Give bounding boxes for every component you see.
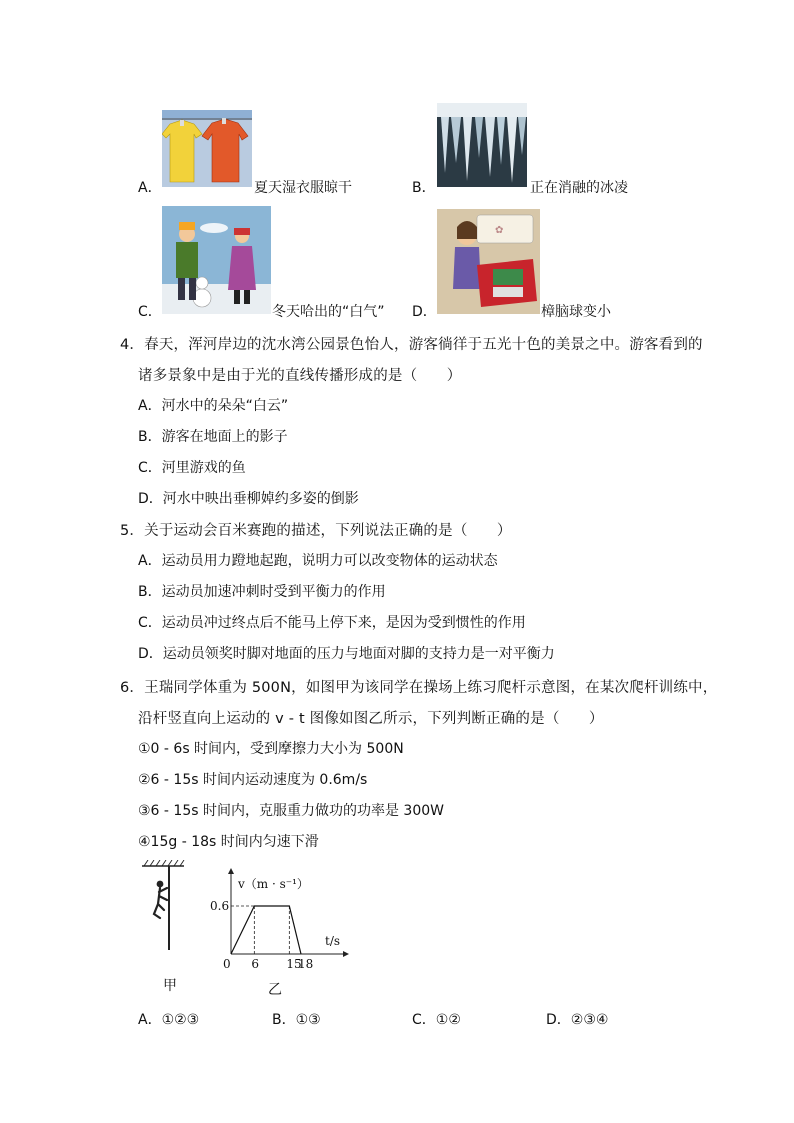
q4-option-d: D．河水中映出垂柳婥约多姿的倒影 xyxy=(138,491,359,507)
y-axis-arrow xyxy=(228,868,234,874)
vt-chart-svg xyxy=(205,866,350,976)
vt-chart xyxy=(205,866,350,976)
option-letter: C． xyxy=(138,304,162,320)
option-letter: A． xyxy=(138,180,162,196)
winter-breath-image xyxy=(162,206,271,314)
pole-climbing-figure xyxy=(138,860,198,950)
y-tick-label: 0.6 xyxy=(210,899,230,913)
q6-option-a: A．①②③ xyxy=(138,1012,200,1028)
q6-option-b: B．①③ xyxy=(272,1012,321,1028)
q4-option-c: C．河里游戏的鱼 xyxy=(138,460,246,476)
q4-option-a: A．河水中的朵朵“白云” xyxy=(138,398,289,414)
q6-stem-line1: 6．王瑞同学体重为 500N，如图甲为该同学在操场上练习爬杆示意图，在某次爬杆训练中， xyxy=(120,680,718,696)
q6-statement-3: ③6 - 15s 时间内，克服重力做功的功率是 300W xyxy=(138,803,444,819)
option-text: 夏天湿衣服晾干 xyxy=(254,180,352,196)
option-letter: B． xyxy=(412,180,436,196)
mothball-image xyxy=(437,209,540,314)
q6-stem-line2: 沿杆竖直向上运动的 v - t 图像如图乙所示，下列判断正确的是（ ） xyxy=(138,711,604,727)
q6-option-d: D．②③④ xyxy=(546,1012,609,1028)
option-text: 樟脑球变小 xyxy=(541,304,611,320)
x-axis-label: t/s xyxy=(325,934,341,948)
fig-yi-label: 乙 xyxy=(268,982,282,998)
series-line xyxy=(231,906,301,954)
q6-option-c: C．①② xyxy=(412,1012,461,1028)
x-tick-label: 0 xyxy=(223,957,231,971)
option-text: 冬天哈出的“白气” xyxy=(272,304,385,320)
option-text: 正在消融的冰凌 xyxy=(530,180,628,196)
q6-statement-2: ②6 - 15s 时间内运动速度为 0.6m/s xyxy=(138,772,368,788)
q4-stem-line1: 4．春天，浑河岸边的沈水湾公园景色怡人，游客徜徉于五光十色的美景之中。游客看到的 xyxy=(120,337,703,353)
q5-option-c: C．运动员冲过终点后不能马上停下来，是因为受到惯性的作用 xyxy=(138,615,526,631)
x-axis-arrow xyxy=(343,951,349,957)
q4-option-b: B．游客在地面上的影子 xyxy=(138,429,288,445)
q5-option-b: B．运动员加速冲刺时受到平衡力的作用 xyxy=(138,584,386,600)
fig-jia-label: 甲 xyxy=(163,978,177,994)
y-axis-label: v（m · s⁻¹） xyxy=(238,877,309,891)
q5-option-d: D．运动员领奖时脚对地面的压力与地面对脚的支持力是一对平衡力 xyxy=(138,646,555,662)
melting-icicles-image xyxy=(437,103,527,187)
x-tick-label: 6 xyxy=(251,957,259,971)
q6-statement-4: ④15g - 18s 时间内匀速下滑 xyxy=(138,834,319,850)
clothes-drying-image xyxy=(162,110,252,187)
x-tick-label: 18 xyxy=(298,957,314,971)
q4-stem-line2: 诸多景象中是由于光的直线传播形成的是（ ） xyxy=(138,368,462,384)
svg-text:✿: ✿ xyxy=(495,225,504,236)
x-tick-label: 15 xyxy=(286,957,302,971)
option-letter: D． xyxy=(412,304,437,320)
q6-statement-1: ①0 - 6s 时间内，受到摩擦力大小为 500N xyxy=(138,741,404,757)
q5-stem: 5．关于运动会百米赛跑的描述，下列说法正确的是（ ） xyxy=(120,523,512,539)
q5-option-a: A．运动员用力蹬地起跑，说明力可以改变物体的运动状态 xyxy=(138,553,498,569)
